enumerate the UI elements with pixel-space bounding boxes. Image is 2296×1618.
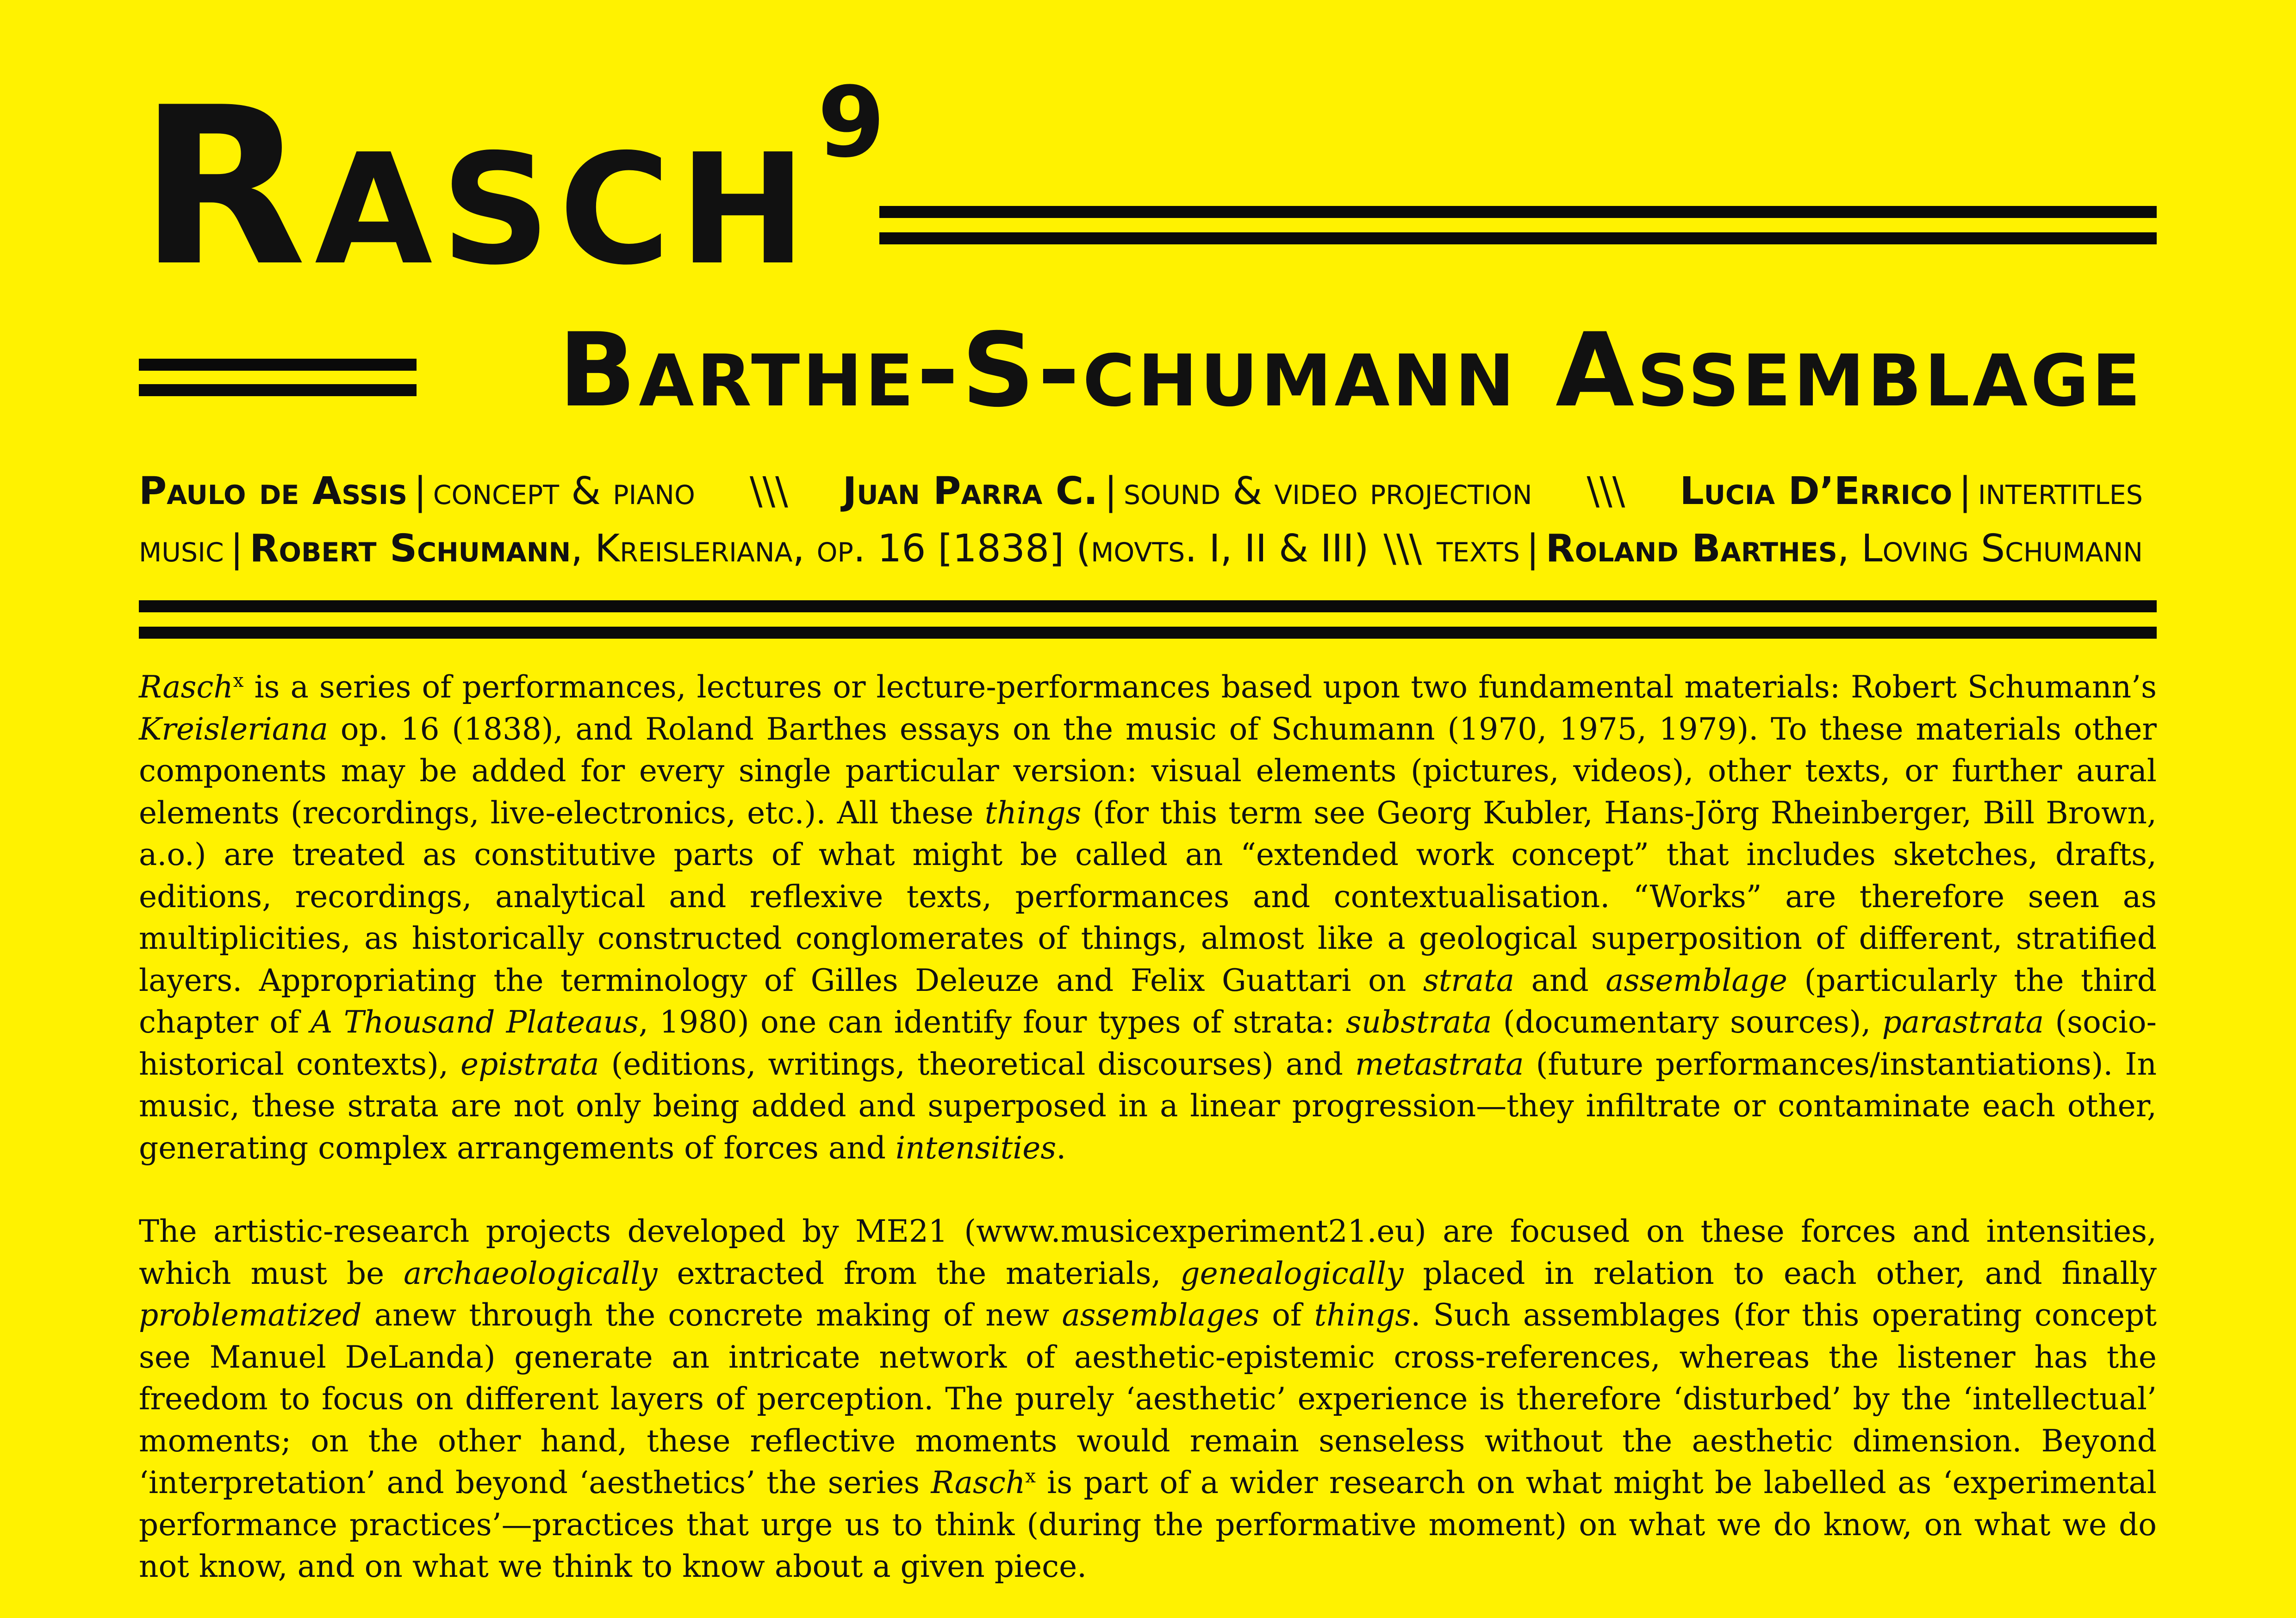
text-run: extracted from the materials, — [657, 1255, 1181, 1291]
subtitle-rule-top — [139, 359, 417, 371]
rasch-superscript: x — [233, 670, 244, 691]
body-text — [139, 666, 2157, 1588]
text-run: assemblages — [1062, 1297, 1260, 1333]
text-run: (for this term see Georg Kubler, Hans-Jörg Rheinberger, Bill Brown, a.o.) are treated as constitutive parts of what might be called an “extended work concept” that includes sketches, drafts, editions, recordings, analytical and reflexive texts, performances and contextualisation. “Works” are therefore seen as multiplicities, as historically constructed conglomerates of things, almost like a geological superposition of different, stratified layers. Appropriating the terminology of Gilles Deleuze and Felix Guattari on — [139, 795, 2157, 998]
text-run: things — [1314, 1297, 1411, 1333]
text-run: (socio-historical contexts), — [139, 1004, 2157, 1082]
text-run: (particularly the third chapter of — [139, 962, 2157, 1040]
text-run: intensities — [895, 1130, 1057, 1166]
subtitle-rule-bottom — [139, 384, 417, 396]
text-run: genealogically — [1180, 1255, 1404, 1291]
text-run: assemblage — [1605, 962, 1787, 998]
text-run: parastrata — [1882, 1004, 2044, 1040]
credits-rule-bottom — [139, 627, 2157, 639]
text-run: is a series of performances, lectures or lecture-performances based upon two fundamental materials: Robert Schumann’s — [243, 669, 2157, 705]
credit-divider: \\\ — [1587, 469, 1625, 513]
text-run: strata — [1423, 962, 1515, 998]
credits — [139, 463, 2143, 578]
text-run: and — [1514, 962, 1606, 998]
text-run: (future performances/instantiations). In music, these strata are not only being added and superposed in a linear progression—they infiltrate or contaminate each other, generating complex arrangements of forces and — [139, 1046, 2157, 1166]
text-run: , 1980) one can identify four types of strata: — [638, 1004, 1346, 1040]
text-run: A Thousand Plateaus — [310, 1004, 639, 1040]
text-run: is part of a wider research on what might be labelled as ‘experimental performance practices’—practices that urge us to think (during the performative moment) on what we do know, on what we do not know, and on what we think to know about a given piece. — [139, 1465, 2157, 1584]
title-rule-bottom — [879, 232, 2157, 244]
poster-title — [139, 61, 894, 314]
credits-line-2 — [139, 520, 2143, 578]
text-run: (editions, writings, theoretical discourses) and — [599, 1046, 1355, 1082]
text-run: anew through the concrete making of new — [361, 1297, 1062, 1333]
title-text: Rasch — [139, 61, 815, 314]
text-run: Kreisleriana — [139, 711, 328, 747]
credit-intertitles: Lucia D’Errico | intertitles — [1680, 469, 2143, 513]
credit-texts: texts | Roland Barthes, Loving Schumann — [1437, 527, 2143, 571]
paragraph-2 — [139, 1211, 2157, 1588]
paragraph-1-text — [139, 669, 2157, 1166]
poster-subtitle: Barthe-S-chumann Assemblage — [558, 311, 2143, 429]
text-run: substrata — [1345, 1004, 1492, 1040]
credits-rule-top — [139, 600, 2157, 612]
text-run: archaeologically — [404, 1255, 658, 1291]
text-run: problematized — [139, 1297, 362, 1333]
text-run: . Such assemblages (for this operating concept see Manuel DeLanda) generate an intricate network of aesthetic-epistemic cross-references, whereas the listener has the freedom to focus on different layers of perception. The purely ‘aesthetic’ experience is therefore ‘disturbed’ by the ‘intellectual’ moments; on the other hand, these reflective moments would remain senseless without the aesthetic dimension. Beyond ‘interpretation’ and beyond ‘aesthetics’ the series — [139, 1297, 2157, 1500]
rasch-term: Rasch — [139, 669, 233, 705]
text-run: . — [1056, 1130, 1066, 1166]
text-run: metastrata — [1355, 1046, 1524, 1082]
paragraph-1 — [139, 666, 2157, 1169]
text-run: op. 16 (1838), and Roland Barthes essays on the music of Schumann (1970, 1975, 1979). To these materials other components may be added for every single particular version: visual elements (pictures, videos), other texts, or further aural elements (recordings, live-electronics, etc.). All these — [139, 711, 2157, 831]
credit-concept: Paulo de Assis | concept & piano — [139, 469, 695, 513]
text-run: Rasch — [931, 1465, 1026, 1500]
credit-divider: \\\ — [749, 469, 788, 513]
text-run: things — [984, 795, 1082, 831]
text-run: epistrata — [460, 1046, 599, 1082]
credits-line-1 — [139, 463, 2143, 520]
text-run: x — [1025, 1466, 1036, 1487]
text-run: of — [1259, 1297, 1314, 1333]
title-rule-top — [879, 206, 2157, 218]
title-superscript: 9 — [817, 66, 894, 179]
credit-divider: \\\ — [1383, 527, 1422, 571]
text-run: placed in relation to each other, and finally — [1403, 1255, 2157, 1291]
text-run: (documentary sources), — [1492, 1004, 1882, 1040]
credit-music: music | Robert Schumann, Kreisleriana, op. 16 [1838] (movts. I, II & III) — [139, 527, 1369, 571]
text-run: The artistic-research projects developed by ME21 (www.musicexperiment21.eu) are focused on these forces and intensities, which must be — [139, 1214, 2157, 1291]
credit-sound: Juan Parra C. | sound & video projection — [842, 469, 1532, 513]
